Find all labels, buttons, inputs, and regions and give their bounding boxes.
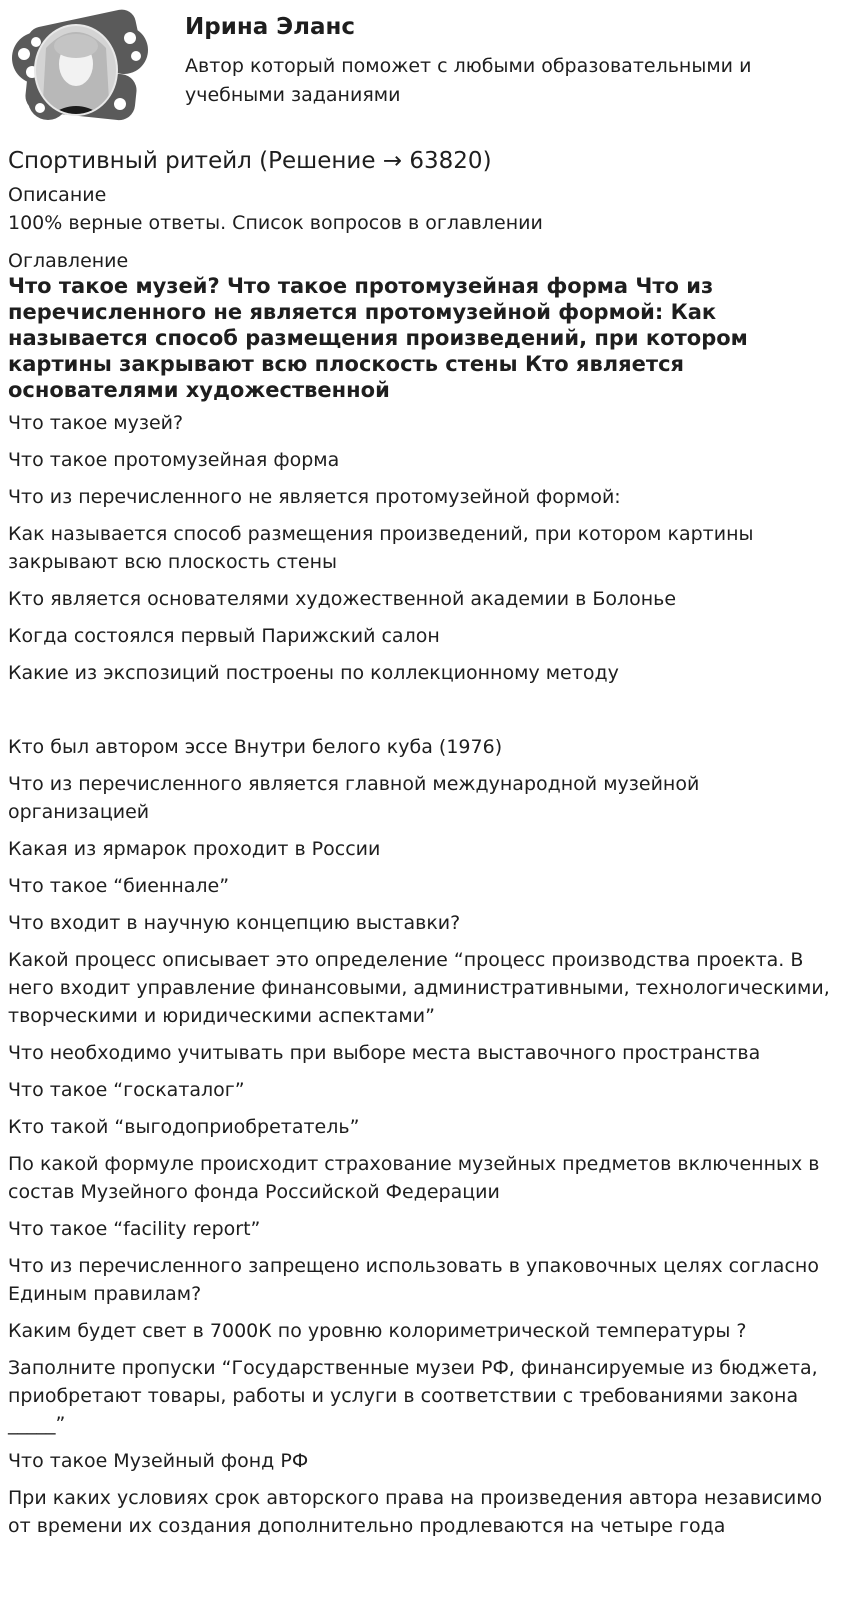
question-item: Что из перечисленного не является протомузейной формой: [8,486,621,508]
author-name[interactable]: Ирина Эланс [185,14,356,40]
question-item: Кто такой “выгодоприобретатель” [8,1116,360,1138]
question-item: По какой формуле происходит страхование музейных предметов включенных в состав Музейного фонда Российской Федерации [8,1153,820,1203]
question-item: Как называется способ размещения произведений, при котором картины закрывают всю плоскость стены [8,523,754,573]
toc-label: Оглавление [8,250,129,272]
question-item: Какая из ярмарок проходит в России [8,838,381,860]
question-item: Заполните пропуски “Государственные музеи РФ, финансируемые из бюджета, приобретают товары, работы и услуги в соответствии с требованиями закона _____” [8,1357,818,1435]
question-item: Что такое музей? [8,412,184,434]
author-card [8,8,839,128]
author-description: Автор который поможет с любыми образовательными и учебными заданиями [185,55,752,106]
question-item: Что входит в научную концепцию выставки? [8,912,461,934]
question-item: Какие из экспозиций построены по коллекционному методу [8,662,619,684]
question-item: Кто является основателями художественной академии в Болонье [8,588,677,610]
author-avatar [8,8,150,126]
question-item: При каких условиях срок авторского права на произведения автора независимо от времени их создания дополнительно продлеваются на четыре года [8,1487,823,1537]
page-title: Спортивный ритейл (Решение → 63820) [8,148,492,174]
question-item: Кто был автором эссе Внутри белого куба (1976) [8,736,503,758]
question-item: Что необходимо учитывать при выборе места выставочного пространства [8,1042,761,1064]
toc-summary: Что такое музей? Что такое протомузейная форма Что из перечисленного не является протомузейной формой: Как называется способ размещения произведений, при котором картины закрывают всю плоскость стены Кто является основателями художественной [8,274,748,402]
description-label: Описание [8,184,107,206]
question-item: Какой процесс описывает это определение “процесс производства проекта. В него входит управление финансовыми, административными, технологическими, творческими и юридическими аспектами” [8,949,830,1027]
question-item: Что такое “биеннале” [8,875,230,897]
question-item: Что такое протомузейная форма [8,449,340,471]
question-item: Что такое “facility report” [8,1218,261,1240]
description-text: 100% верные ответы. Список вопросов в оглавлении [8,212,543,234]
question-item: Каким будет свет в 7000К по уровню колориметрической температуры ? [8,1320,747,1342]
question-list [8,409,836,1549]
question-item: Когда состоялся первый Парижский салон [8,625,440,647]
question-item: Что такое “госкаталог” [8,1079,245,1101]
question-item: Что такое Музейный фонд РФ [8,1450,309,1472]
question-item: Что из перечисленного запрещено использовать в упаковочных целях согласно Единым правилам? [8,1255,819,1305]
question-item: Что из перечисленного является главной международной музейной организацией [8,773,700,823]
